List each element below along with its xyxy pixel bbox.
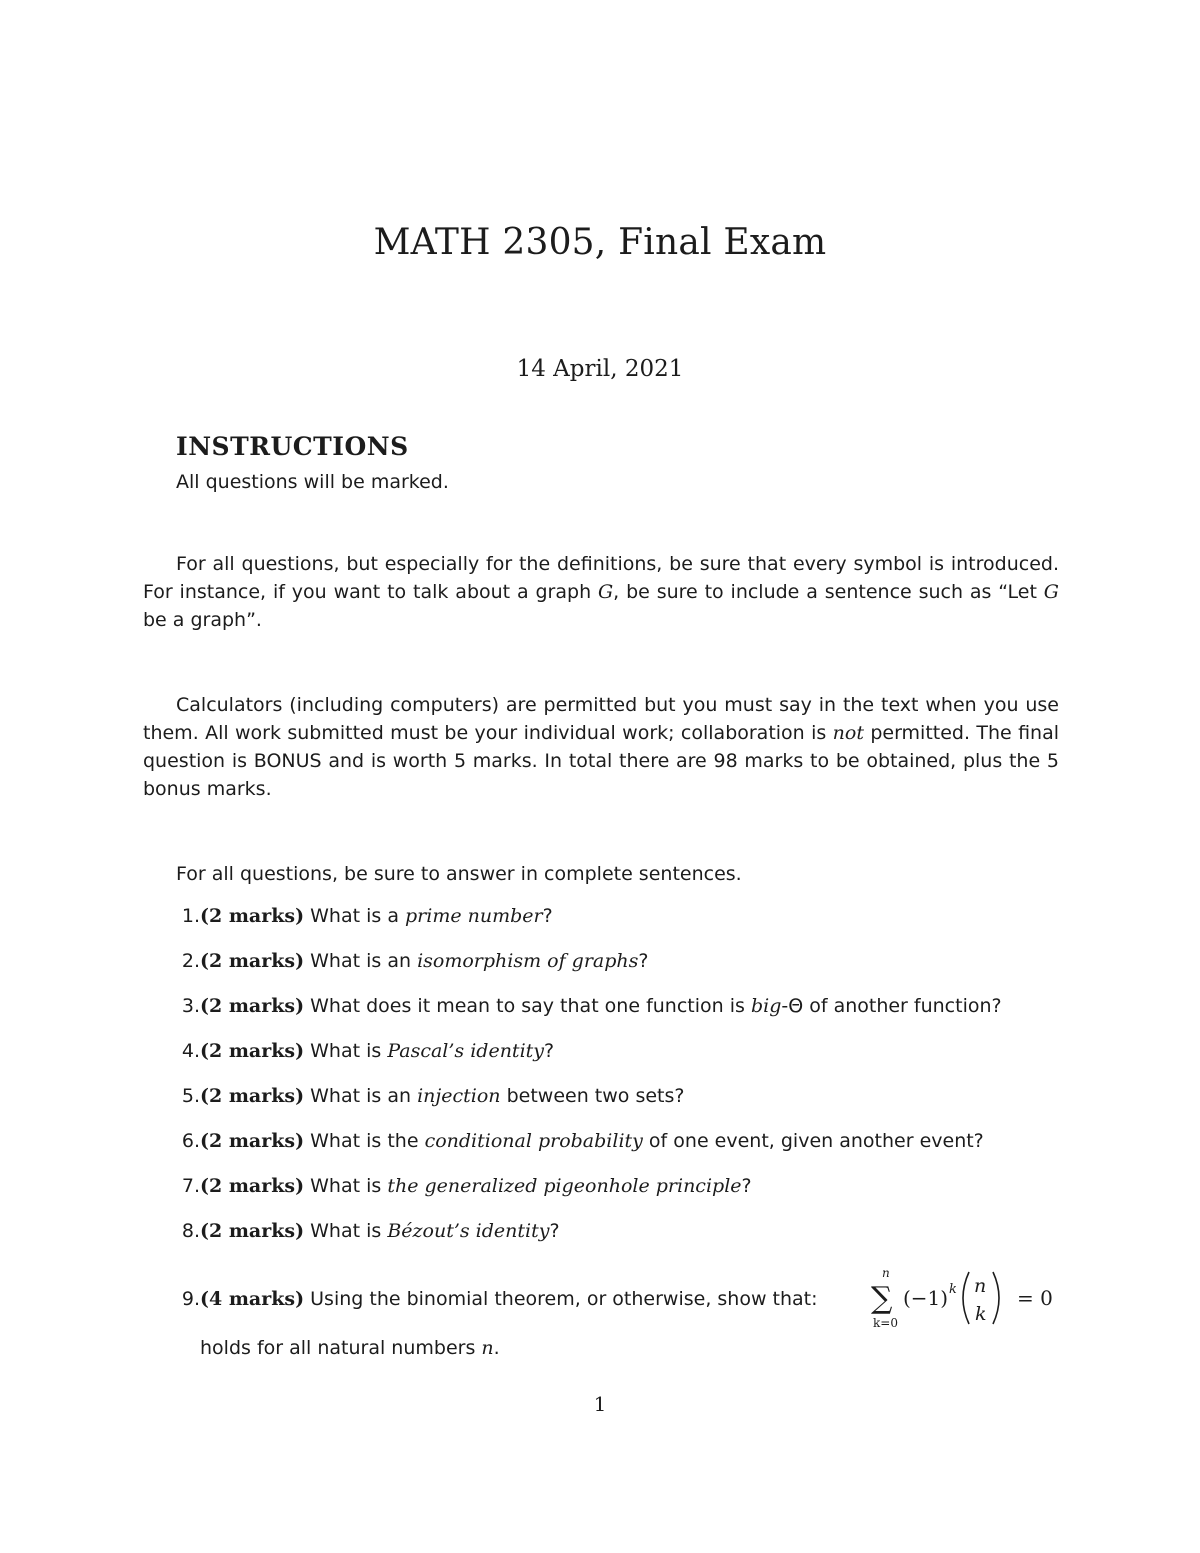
question-prompt: What is an — [304, 950, 418, 972]
continuation-end: . — [493, 1337, 500, 1359]
question-marks: (2 marks) — [200, 1220, 305, 1242]
paragraph-text: permitted. The final question is BONUS and is worth 5 marks. In total there are 98 marks to be obtained, plus the 5 bonus marks. — [143, 722, 1060, 800]
question-marks: (2 marks) — [200, 995, 305, 1017]
sum-upper-limit: n — [882, 1266, 890, 1280]
sum-lower-limit: k=0 — [873, 1316, 898, 1330]
question-term: conditional probability — [424, 1130, 643, 1152]
paragraph-text: For all questions, but especially for the definitions, be sure that every symbol is introduced. For instance, if you want to talk about a graph — [143, 553, 1059, 603]
question-list — [143, 902, 1083, 1262]
page-number: 1 — [593, 1392, 607, 1416]
question-number: 1. — [181, 905, 200, 927]
question-marks: (2 marks) — [200, 905, 305, 927]
question-text — [200, 1172, 752, 1200]
continuation-text: holds for all natural numbers — [200, 1337, 482, 1359]
question-item — [143, 947, 1083, 992]
question-term: prime number — [405, 905, 543, 927]
question-marks: (2 marks) — [200, 1040, 305, 1062]
instructions-paragraph-symbols — [143, 550, 1059, 634]
sum-base: (−1) — [903, 1286, 949, 1310]
question-prompt: Using the binomial theorem, or otherwise, show that: — [304, 1288, 818, 1310]
question-item — [143, 992, 1083, 1037]
equation-rhs: = 0 — [1017, 1286, 1053, 1310]
question-text — [200, 1037, 554, 1065]
question-prompt: What is the — [304, 1130, 425, 1152]
question-term: the generalized pigeonhole principle — [387, 1175, 742, 1197]
question-term: Pascal’s identity — [387, 1040, 545, 1062]
binomial-left-paren — [963, 1272, 969, 1324]
question-item — [143, 1217, 1083, 1262]
question-text — [200, 1217, 560, 1245]
instructions-heading: INSTRUCTIONS — [176, 432, 409, 461]
question-term: Bézout’s identity — [387, 1220, 550, 1242]
question-text — [200, 1285, 818, 1313]
question-prompt: What is — [304, 1175, 388, 1197]
question-term: isomorphism of graphs — [417, 950, 639, 972]
question-number: 7. — [181, 1175, 200, 1197]
question-marks: (2 marks) — [200, 1130, 305, 1152]
binomial-sum-formula — [871, 1264, 1071, 1334]
question-prompt-end: of one event, given another event? — [642, 1130, 984, 1152]
binomial-right-paren — [993, 1272, 999, 1324]
question-number: 9. — [181, 1288, 200, 1310]
exam-title: MATH 2305, Final Exam — [373, 222, 827, 263]
question-prompt: What is — [304, 1040, 388, 1062]
question-text — [200, 947, 648, 975]
paragraph-text: be a graph”. — [143, 609, 262, 631]
question-number: 8. — [181, 1220, 200, 1242]
question-prompt: What does it mean to say that one function is — [304, 995, 751, 1017]
question-prompt-end: ? — [741, 1175, 752, 1197]
question-number: 2. — [181, 950, 200, 972]
instructions-first-line: All questions will be marked. — [176, 471, 449, 493]
question-prompt-end: ? — [542, 905, 553, 927]
question-text — [200, 902, 553, 930]
binomial-bottom: k — [975, 1303, 987, 1325]
question-text — [200, 992, 1002, 1020]
question-number: 4. — [181, 1040, 200, 1062]
question-number: 3. — [181, 995, 200, 1017]
graph-variable: G — [597, 581, 614, 603]
question-marks: (2 marks) — [200, 1175, 305, 1197]
question-prompt-end: between two sets? — [500, 1085, 685, 1107]
sum-symbol: ∑ — [871, 1281, 893, 1316]
graph-variable: G — [1043, 581, 1059, 603]
question-item — [143, 902, 1083, 947]
instructions-paragraph-sentences: For all questions, be sure to answer in complete sentences. — [176, 863, 742, 885]
question-prompt: What is a — [304, 905, 406, 927]
question-term: big — [750, 995, 782, 1017]
question-9-continuation — [200, 1334, 500, 1362]
question-prompt: What is — [304, 1220, 388, 1242]
instructions-paragraph-calculators — [143, 691, 1059, 803]
binomial-top: n — [974, 1275, 987, 1297]
question-marks: (2 marks) — [200, 1085, 305, 1107]
question-prompt-end: ? — [544, 1040, 555, 1062]
question-item — [143, 1127, 1083, 1172]
question-prompt: What is an — [304, 1085, 418, 1107]
paragraph-text: Calculators (including computers) are permitted but you must say in the text when you use them. All work submitted must be your individual work; collaboration is — [143, 694, 1059, 744]
question-9 — [143, 1264, 1063, 1364]
question-term: injection — [417, 1085, 501, 1107]
question-item — [143, 1037, 1083, 1082]
question-marks: (4 marks) — [200, 1288, 305, 1310]
natural-number-variable: n — [481, 1337, 494, 1359]
question-marks: (2 marks) — [200, 950, 305, 972]
question-prompt-end: ? — [549, 1220, 560, 1242]
paragraph-text: , be sure to include a sentence such as “Let — [613, 581, 1044, 603]
question-prompt-end: -Θ of another function? — [781, 995, 1002, 1017]
exam-date: 14 April, 2021 — [516, 356, 684, 382]
question-number: 6. — [181, 1130, 200, 1152]
question-text — [200, 1127, 984, 1155]
question-item — [143, 1082, 1083, 1127]
question-prompt-end: ? — [638, 950, 649, 972]
question-text — [200, 1082, 684, 1110]
sum-exponent: k — [949, 1282, 957, 1297]
question-item — [143, 1172, 1083, 1217]
question-number: 5. — [181, 1085, 200, 1107]
emphasis-text: not — [832, 722, 864, 744]
